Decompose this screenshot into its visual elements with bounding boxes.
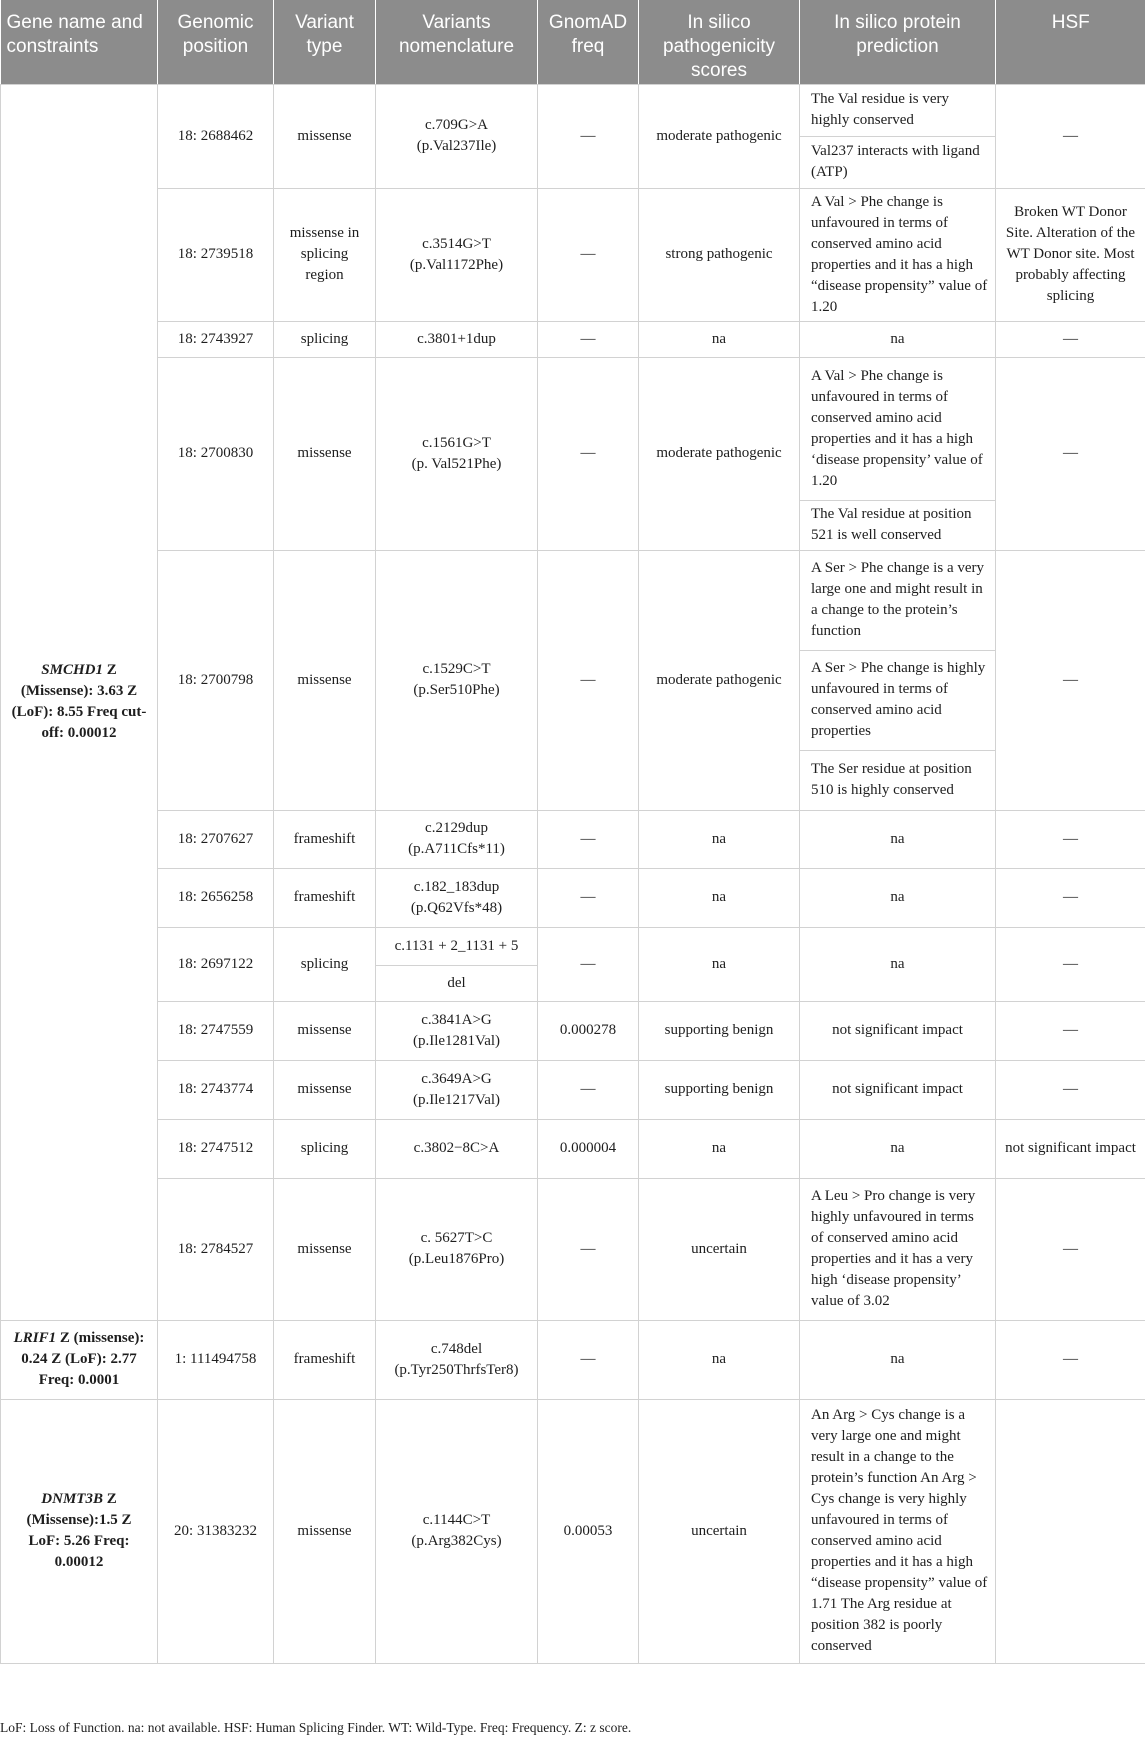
hsf-result: — [996, 1060, 1145, 1119]
protein-prediction: na [800, 868, 996, 927]
hsf-result: — [996, 84, 1145, 188]
variant-nomenclature: c.3802−8C>A [376, 1119, 538, 1178]
header-nomenclature: Variants nomenclature [376, 0, 538, 84]
table-row [1, 188, 1145, 321]
variant-nomenclature: c.3649A>G (p.Ile1217Val) [376, 1060, 538, 1119]
table-row [1, 550, 1145, 650]
genomic-position: 18: 2743927 [158, 321, 274, 357]
genomic-position: 18: 2656258 [158, 868, 274, 927]
genomic-position: 18: 2700830 [158, 357, 274, 550]
protein-prediction: na [800, 1119, 996, 1178]
header-gnomad: GnomAD freq [538, 0, 639, 84]
hsf-result: — [996, 810, 1145, 868]
hsf-result: — [996, 868, 1145, 927]
variant-nomenclature: c.2129dup (p.A711Cfs*11) [376, 810, 538, 868]
protein-prediction: not significant impact [800, 1060, 996, 1119]
variant-type: missense [274, 1399, 376, 1663]
gnomad-freq: 0.000004 [538, 1119, 639, 1178]
protein-prediction: na [800, 1320, 996, 1399]
header-type: Variant type [274, 0, 376, 84]
pathogenicity-score: na [639, 927, 800, 1001]
genomic-position: 18: 2697122 [158, 927, 274, 1001]
protein-prediction: na [800, 321, 996, 357]
variant-type: missense [274, 357, 376, 550]
hsf-result [996, 1399, 1145, 1663]
table-row [1, 810, 1145, 868]
pathogenicity-score: na [639, 868, 800, 927]
header-pathogenicity: In silico pathogenicity scores [639, 0, 800, 84]
variant-type: splicing [274, 1119, 376, 1178]
table-row [1, 1399, 1145, 1663]
protein-prediction: not significant impact [800, 1001, 996, 1060]
variant-type: splicing [274, 927, 376, 1001]
gnomad-freq: — [538, 188, 639, 321]
pathogenicity-score: uncertain [639, 1399, 800, 1663]
variant-nomenclature: c.709G>A (p.Val237Ile) [376, 84, 538, 188]
protein-prediction: A Ser > Phe change is highly unfavoured in terms of conserved amino acid properties [800, 650, 996, 750]
protein-prediction: The Val residue at position 521 is well conserved [800, 500, 996, 550]
pathogenicity-score: na [639, 1119, 800, 1178]
gene-constraints: Z (missense): 0.24 Z (LoF): 2.77 Freq: 0.0001 [21, 1330, 145, 1388]
genomic-position: 18: 2707627 [158, 810, 274, 868]
pathogenicity-score: moderate pathogenic [639, 357, 800, 550]
hsf-result: — [996, 1001, 1145, 1060]
genomic-position: 18: 2747559 [158, 1001, 274, 1060]
variant-nomenclature: c.1561G>T (p. Val521Phe) [376, 357, 538, 550]
table-row [1, 927, 1145, 965]
pathogenicity-score: na [639, 1320, 800, 1399]
gnomad-freq: — [538, 357, 639, 550]
table-row [1, 1060, 1145, 1119]
gene-name: DNMT3B [41, 1491, 103, 1507]
variant-nomenclature: c.3841A>G (p.Ile1281Val) [376, 1001, 538, 1060]
pathogenicity-score: na [639, 810, 800, 868]
table-row [1, 321, 1145, 357]
pathogenicity-score: moderate pathogenic [639, 84, 800, 188]
genomic-position: 20: 31383232 [158, 1399, 274, 1663]
variant-nomenclature: c.182_183dup (p.Q62Vfs*48) [376, 868, 538, 927]
variant-type: missense [274, 1178, 376, 1320]
variant-nomenclature: c.3801+1dup [376, 321, 538, 357]
genomic-position: 18: 2747512 [158, 1119, 274, 1178]
gnomad-freq: — [538, 810, 639, 868]
genomic-position: 1: 111494758 [158, 1320, 274, 1399]
gnomad-freq: — [538, 321, 639, 357]
table-row [1, 84, 1145, 136]
gnomad-freq: — [538, 927, 639, 1001]
protein-prediction: na [800, 810, 996, 868]
table-row [1, 1178, 1145, 1320]
gene-cell-smchd1 [1, 84, 158, 1320]
table-row [1, 357, 1145, 500]
variant-type: frameshift [274, 1320, 376, 1399]
gnomad-freq: — [538, 868, 639, 927]
hsf-result: — [996, 357, 1145, 550]
pathogenicity-score: uncertain [639, 1178, 800, 1320]
hsf-result: — [996, 550, 1145, 810]
gnomad-freq: — [538, 550, 639, 810]
gene-name: SMCHD1 [41, 662, 103, 678]
variant-nomenclature: c.1144C>T (p.Arg382Cys) [376, 1399, 538, 1663]
protein-prediction: na [800, 927, 996, 1001]
hsf-result: — [996, 1178, 1145, 1320]
gnomad-freq: — [538, 84, 639, 188]
variant-nomenclature-cont: del [376, 965, 538, 1001]
variant-type: frameshift [274, 810, 376, 868]
header-gene: Gene name and constraints [1, 0, 158, 84]
genomic-position: 18: 2700798 [158, 550, 274, 810]
header-position: Genomic position [158, 0, 274, 84]
protein-prediction: A Val > Phe change is unfavoured in terms of conserved amino acid properties and it has a high ‘disease propensity’ value of 1.20 [800, 357, 996, 500]
pathogenicity-score: na [639, 321, 800, 357]
hsf-result: Broken WT Donor Site. Alteration of the WT Donor site. Most probably affecting splicing [996, 188, 1145, 321]
hsf-result: — [996, 321, 1145, 357]
table-footnote: LoF: Loss of Function. na: not available. HSF: Human Splicing Finder. WT: Wild-Type. Freq: Frequency. Z: z score. [0, 1720, 632, 1735]
variant-type: missense [274, 550, 376, 810]
genomic-position: 18: 2784527 [158, 1178, 274, 1320]
table-row [1, 1001, 1145, 1060]
gene-cell-lrif1 [1, 1320, 158, 1399]
protein-prediction: An Arg > Cys change is a very large one and might result in a change to the protein’s function An Arg > Cys change is very highly unfavoured in terms of conserved amino acid properties and it has a high “disease propensity” value of 1.71 The Arg residue at position 382 is poorly conserved [800, 1399, 996, 1663]
gene-constraints: Z (Missense):1.5 Z LoF: 5.26 Freq: 0.00012 [26, 1491, 132, 1570]
variant-type: missense [274, 1060, 376, 1119]
gnomad-freq: — [538, 1178, 639, 1320]
pathogenicity-score: strong pathogenic [639, 188, 800, 321]
pathogenicity-score: moderate pathogenic [639, 550, 800, 810]
gene-cell-dnmt3b [1, 1399, 158, 1663]
table-row [1, 1320, 1145, 1399]
genomic-position: 18: 2743774 [158, 1060, 274, 1119]
protein-prediction: Val237 interacts with ligand (ATP) [800, 136, 996, 188]
variant-nomenclature: c.1131 + 2_1131 + 5 [376, 927, 538, 965]
variant-type: splicing [274, 321, 376, 357]
gene-constraints: Z (Missense): 3.63 Z (LoF): 8.55 Freq cut-off: 0.00012 [11, 662, 147, 741]
protein-prediction: The Val residue is very highly conserved [800, 84, 996, 136]
variant-nomenclature: c.3514G>T (p.Val1172Phe) [376, 188, 538, 321]
variant-nomenclature: c.748del (p.Tyr250ThrfsTer8) [376, 1320, 538, 1399]
gnomad-freq: 0.00053 [538, 1399, 639, 1663]
gnomad-freq: — [538, 1320, 639, 1399]
genomic-position: 18: 2739518 [158, 188, 274, 321]
gene-name: LRIF1 [13, 1330, 57, 1346]
variant-type: missense [274, 1001, 376, 1060]
header-row [1, 0, 1145, 84]
variant-nomenclature: c.1529C>T (p.Ser510Phe) [376, 550, 538, 810]
hsf-result: — [996, 1320, 1145, 1399]
gnomad-freq: 0.000278 [538, 1001, 639, 1060]
variant-nomenclature: c. 5627T>C (p.Leu1876Pro) [376, 1178, 538, 1320]
protein-prediction: A Ser > Phe change is a very large one and might result in a change to the protein’s function [800, 550, 996, 650]
variant-type: frameshift [274, 868, 376, 927]
hsf-result: — [996, 927, 1145, 1001]
pathogenicity-score: supporting benign [639, 1001, 800, 1060]
protein-prediction: A Leu > Pro change is very highly unfavoured in terms of conserved amino acid properties and it has a very high ‘disease propensity’ value of 3.02 [800, 1178, 996, 1320]
table-row [1, 1119, 1145, 1178]
variant-type: missense [274, 84, 376, 188]
protein-prediction: The Ser residue at position 510 is highly conserved [800, 750, 996, 810]
variant-type: missense in splicing region [274, 188, 376, 321]
genomic-position: 18: 2688462 [158, 84, 274, 188]
table-row [1, 868, 1145, 927]
protein-prediction: A Val > Phe change is unfavoured in terms of conserved amino acid properties and it has a high “disease propensity” value of 1.20 [800, 188, 996, 321]
hsf-result: not significant impact [996, 1119, 1145, 1178]
gnomad-freq: — [538, 1060, 639, 1119]
pathogenicity-score: supporting benign [639, 1060, 800, 1119]
header-protein: In silico protein prediction [800, 0, 996, 84]
header-hsf: HSF [996, 0, 1145, 84]
